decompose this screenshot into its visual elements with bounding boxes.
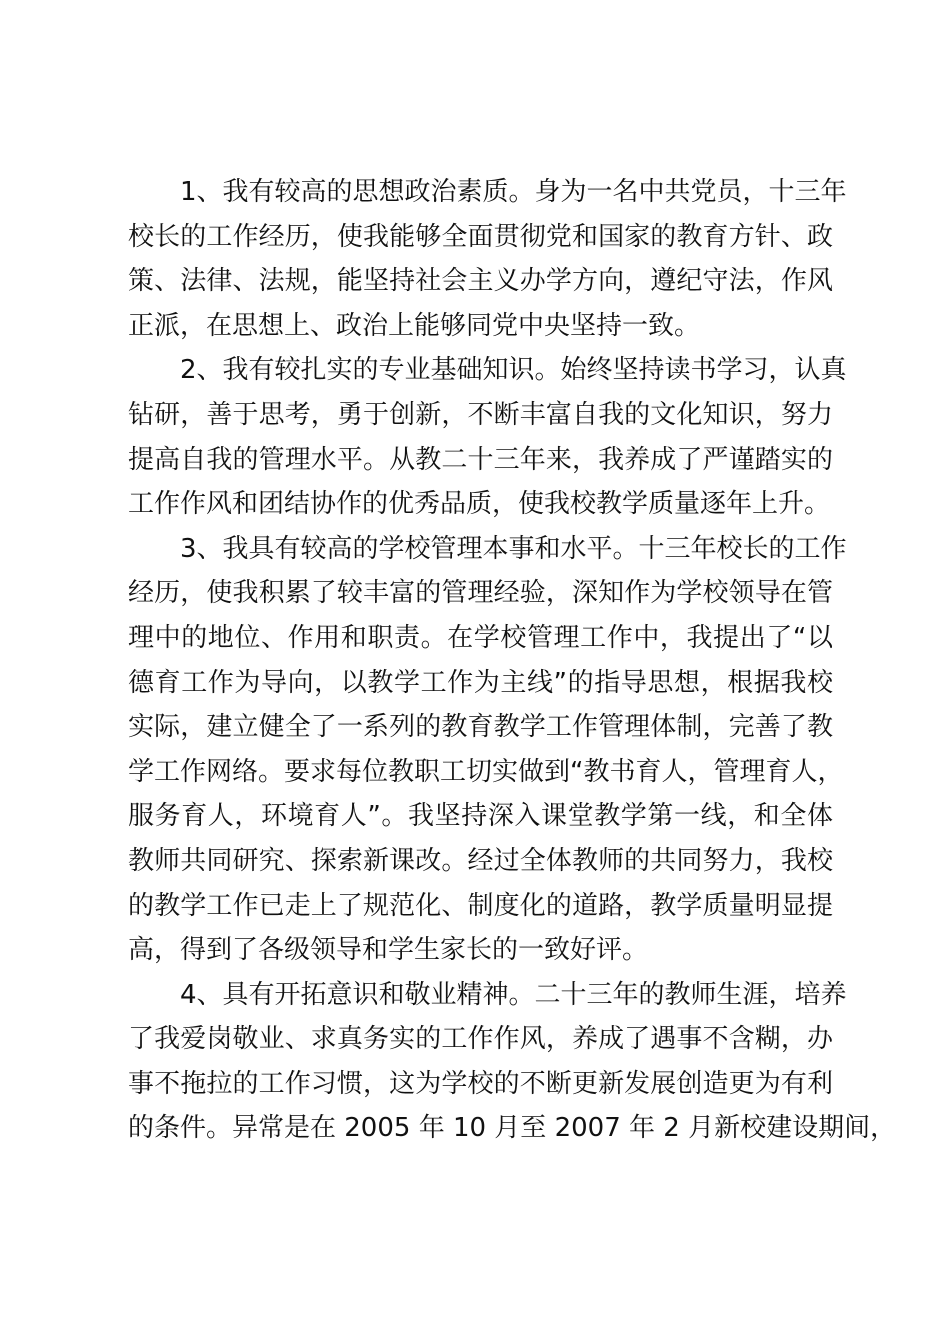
text-line: 提高自我的管理水平。从教二十三年来，我养成了严谨踏实的 [128,444,833,475]
paragraph-1 [128,170,847,348]
text-line: 德育工作为导向，以教学工作为主线”的指导思想，根据我校 [128,667,833,698]
paragraph-4 [128,973,897,1151]
text-line: 教师共同研究、探索新课改。经过全体教师的共同努力，我校 [128,845,833,876]
text-line: 了我爱岗敬业、求真务实的工作作风，养成了遇事不含糊，办 [128,1024,833,1055]
text-line: 工作作风和团结协作的优秀品质，使我校教学质量逐年上升。 [128,489,831,520]
text-line: 实际，建立健全了一系列的教育教学工作管理体制，完善了教 [128,712,833,743]
text-line: 的条件。异常是在 2005 年 10 月至 2007 年 2 月新校建设期间， [128,1113,897,1144]
text-line: 钻研，善于思考，勇于创新，不断丰富自我的文化知识，努力 [128,399,833,430]
text-line: 学工作网络。要求每位教职工切实做到“教书育人，管理育人， [128,756,844,787]
paragraph-3 [128,527,847,973]
text-line: 2、我有较扎实的专业基础知识。始终坚持读书学习，认真 [180,355,847,386]
text-line: 策、法律、法规，能坚持社会主义办学方向，遵纪守法，作风 [128,266,833,297]
text-line: 1、我有较高的思想政治素质。身为一名中共党员，十三年 [180,177,847,207]
paragraph-2 [128,348,847,526]
text-line: 服务育人，环境育人”。我坚持深入课堂教学第一线，和全体 [128,801,833,832]
text-line: 高，得到了各级领导和学生家长的一致好评。 [128,935,649,966]
text-line: 3、我具有较高的学校管理本事和水平。十三年校长的工作 [180,533,847,564]
text-line: 经历，使我积累了较丰富的管理经验，深知作为学校领导在管 [128,578,833,609]
text-line: 正派，在思想上、政治上能够同党中央坚持一致。 [128,310,701,341]
text-line: 理中的地位、作用和职责。在学校管理工作中，我提出了“以 [128,622,833,653]
text-line: 的教学工作已走上了规范化、制度化的道路，教学质量明显提 [128,890,833,921]
text-line: 4、具有开拓意识和敬业精神。二十三年的教师生涯，培养 [180,979,847,1010]
text-line: 校长的工作经历，使我能够全面贯彻党和国家的教育方针、政 [128,221,833,252]
text-line: 事不拖拉的工作习惯，这为学校的不断更新发展创造更为有利 [128,1068,833,1099]
document-body [128,170,897,1151]
